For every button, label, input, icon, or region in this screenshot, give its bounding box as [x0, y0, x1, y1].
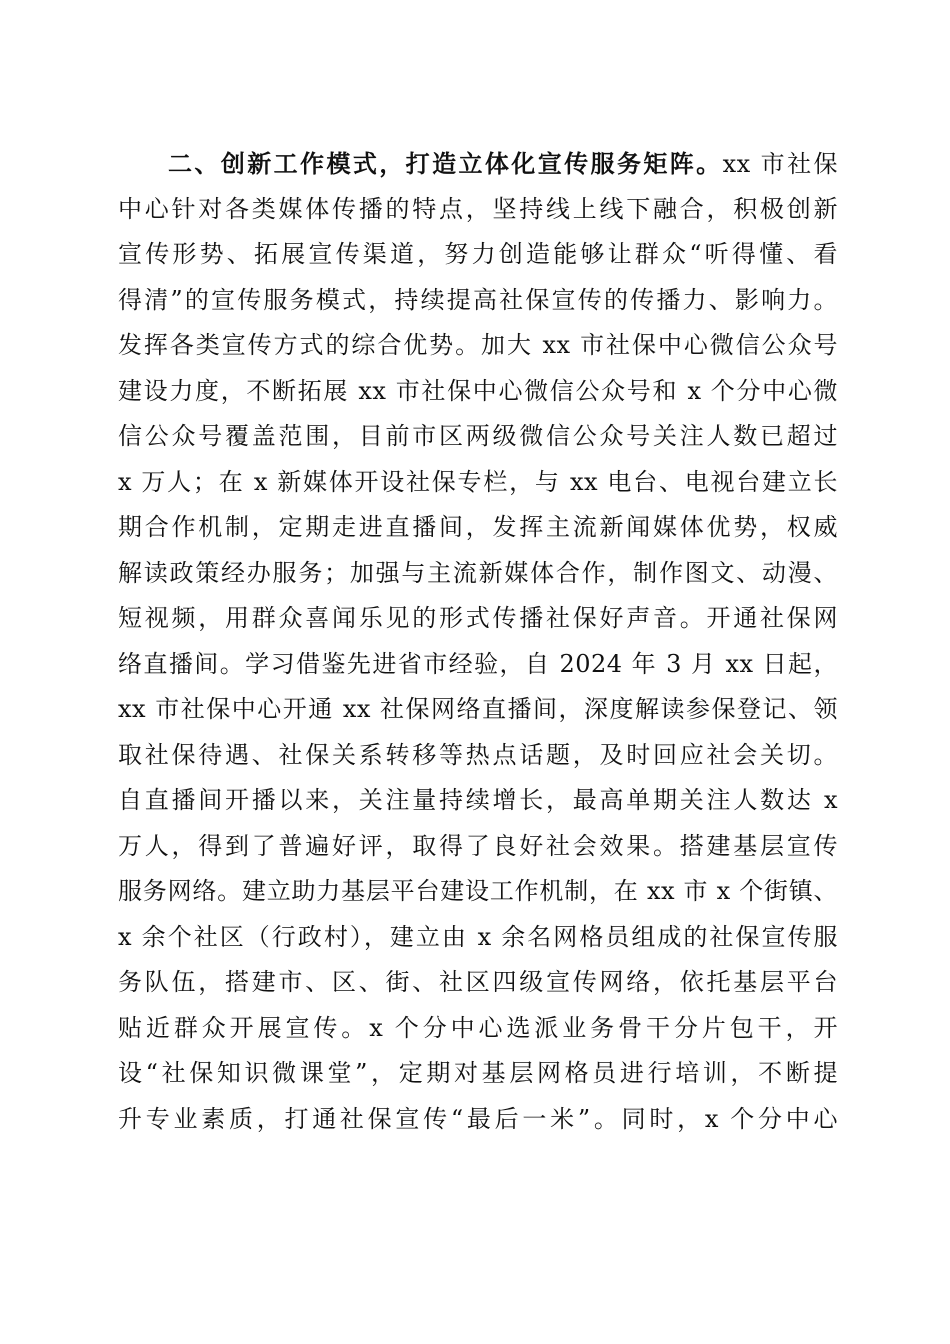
- paragraph-line: 服务网络。建立助力基层平台建设工作机制，在 xx 市 x 个街镇、: [118, 877, 838, 905]
- body-paragraph: [118, 141, 838, 1142]
- paragraph-line: 得清”的宣传服务模式，持续提高社保宣传的传播力、影响力。: [118, 285, 838, 314]
- paragraph-line: 期合作机制，定期走进直播间，发挥主流新闻媒体优势，权威: [118, 513, 838, 541]
- paragraph-line: 贴近群众开展宣传。x 个分中心选派业务骨干分片包干，开: [118, 1013, 838, 1042]
- paragraph-line: 络直播间。学习借鉴先进省市经验，自 2024 年 3 月 xx 日起，: [118, 649, 838, 678]
- paragraph-line: 宣传形势、拓展宣传渠道，努力创造能够让群众“听得懂、看: [118, 240, 838, 268]
- paragraph-line: 取社保待遇、社保关系转移等热点话题，及时回应社会关切。: [118, 740, 838, 769]
- section-heading: 二、创新工作模式，打造立体化宣传服务矩阵。: [168, 149, 723, 178]
- paragraph-line: 中心针对各类媒体传播的特点，坚持线上线下融合，积极创新: [118, 194, 838, 223]
- paragraph-line: xx 市社保中心开通 xx 社保网络直播间，深度解读参保登记、领: [118, 695, 838, 723]
- paragraph-line: x 万人；在 x 新媒体开设社保专栏，与 xx 电台、电视台建立长: [118, 467, 838, 496]
- paragraph-line: 万人，得到了普遍好评，取得了良好社会效果。搭建基层宣传: [118, 831, 838, 860]
- paragraph-line: 解读政策经办服务；加强与主流新媒体合作，制作图文、动漫、: [118, 558, 838, 587]
- paragraph-line: 发挥各类宣传方式的综合优势。加大 xx 市社保中心微信公众号: [118, 331, 838, 359]
- paragraph-line: 设“社保知识微课堂”，定期对基层网格员进行培训，不断提: [118, 1059, 838, 1087]
- paragraph-line: 信公众号覆盖范围，目前市区两级微信公众号关注人数已超过: [118, 422, 838, 450]
- paragraph-line: 升专业素质，打通社保宣传“最后一米”。同时，x 个分中心: [118, 1104, 838, 1133]
- paragraph-line: 短视频，用群众喜闻乐见的形式传播社保好声音。开通社保网: [118, 604, 838, 632]
- paragraph-line: x 余个社区（行政村），建立由 x 余名网格员组成的社保宣传服: [118, 922, 838, 951]
- paragraph-line: 务队伍，搭建市、区、街、社区四级宣传网络，依托基层平台: [118, 968, 838, 996]
- paragraph-line: 建设力度，不断拓展 xx 市社保中心微信公众号和 x 个分中心微: [118, 376, 838, 405]
- paragraph-line: 自直播间开播以来，关注量持续增长，最高单期关注人数达 x: [118, 786, 838, 814]
- paragraph-line-1: [118, 141, 838, 187]
- first-line-text: xx 市社保: [722, 150, 838, 178]
